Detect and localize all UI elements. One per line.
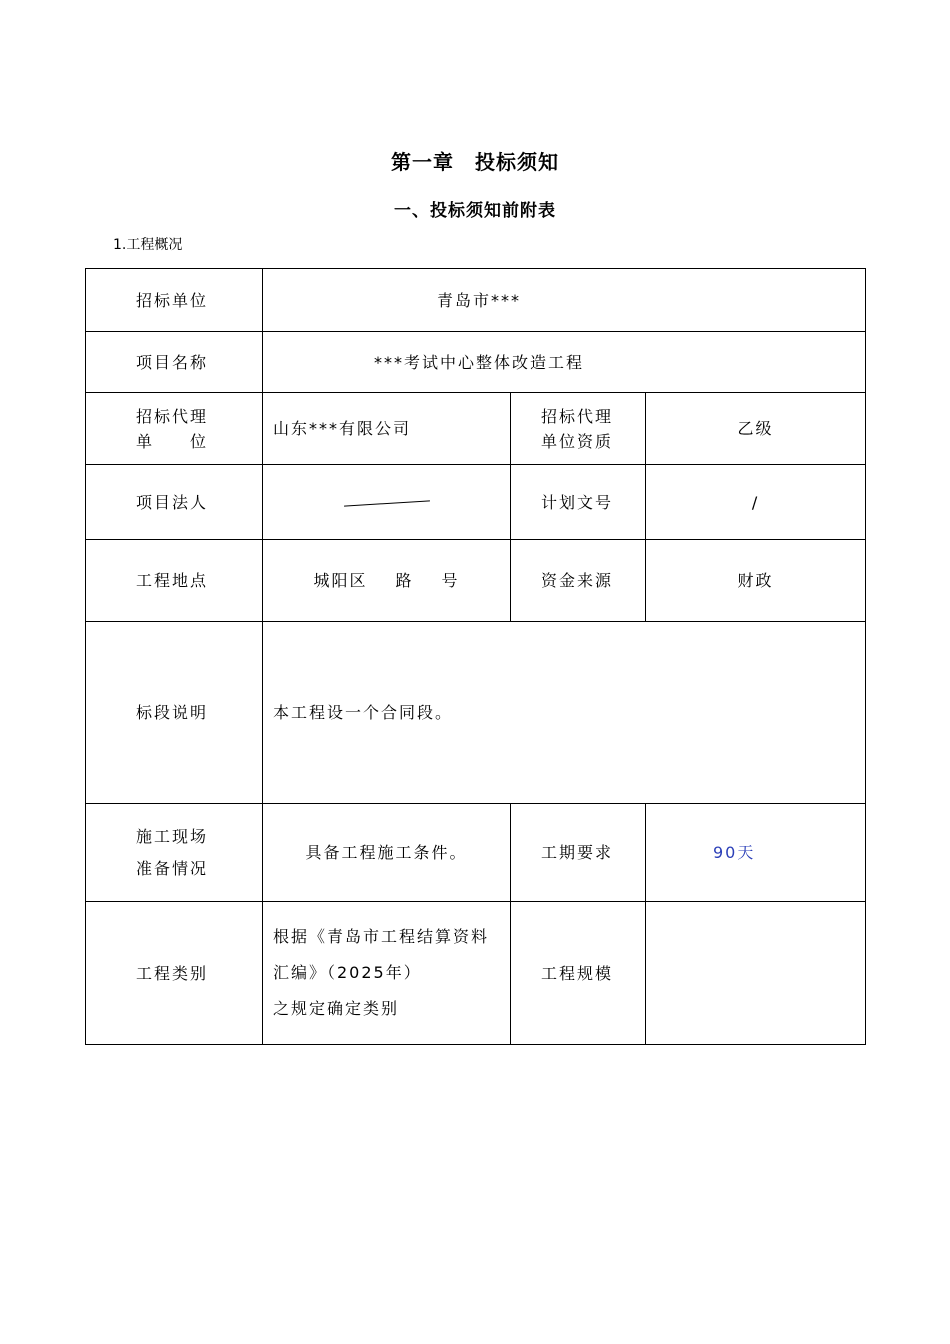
- label-site-preparation-line1: 施工现场: [136, 826, 209, 846]
- location-number: 号: [441, 571, 460, 590]
- blank-line: [344, 500, 430, 506]
- category-line2: 汇编》（2025年）: [273, 963, 422, 982]
- label-project-location: 工程地点: [86, 540, 263, 622]
- table-row: [86, 540, 866, 622]
- category-line3: 之规定确定类别: [273, 999, 400, 1018]
- label-site-preparation-line2: 准备情况: [136, 858, 209, 878]
- value-project-scale: [646, 902, 866, 1045]
- value-tender-unit: 青岛市***: [263, 269, 866, 332]
- location-district: 城阳区: [313, 571, 368, 590]
- table-row: [86, 902, 866, 1045]
- label-agent-qualification-line2: 单位资质: [541, 431, 614, 451]
- value-duration-requirement: 90天: [646, 804, 866, 902]
- value-agent-qualification: 乙级: [646, 393, 866, 465]
- location-road: 路: [395, 571, 414, 590]
- table-row: [86, 804, 866, 902]
- label-plan-document-no: 计划文号: [511, 465, 646, 540]
- section-title: 一、投标须知前附表: [394, 201, 556, 221]
- label-duration-requirement: 工期要求: [511, 804, 646, 902]
- table-row: [86, 622, 866, 804]
- value-plan-document-no: /: [646, 465, 866, 540]
- label-agent-unit: [86, 393, 263, 465]
- label-project-scale: 工程规模: [511, 902, 646, 1045]
- label-agent-qualification: [511, 393, 646, 465]
- label-site-preparation: [86, 804, 263, 902]
- table-row: [86, 465, 866, 540]
- chapter-title: 第一章 投标须知: [391, 150, 559, 174]
- value-site-preparation: 具备工程施工条件。: [263, 804, 511, 902]
- value-project-location: [263, 540, 511, 622]
- label-legal-person: 项目法人: [86, 465, 263, 540]
- label-funding-source: 资金来源: [511, 540, 646, 622]
- label-project-name: 项目名称: [86, 332, 263, 393]
- value-legal-person: [263, 465, 511, 540]
- value-funding-source: 财政: [646, 540, 866, 622]
- value-project-category: [263, 902, 511, 1045]
- value-section-description: 本工程设一个合同段。: [263, 622, 866, 804]
- value-project-name: ***考试中心整体改造工程: [263, 332, 866, 393]
- value-agent-unit: 山东***有限公司: [263, 393, 511, 465]
- label-agent-unit-line2: 单 位: [136, 431, 209, 451]
- table-row: [86, 269, 866, 332]
- label-agent-unit-line1: 招标代理: [136, 406, 209, 426]
- label-section-description: 标段说明: [86, 622, 263, 804]
- label-agent-qualification-line1: 招标代理: [541, 406, 614, 426]
- project-info-table: [85, 268, 866, 1045]
- subsection-label: 1.工程概况: [113, 237, 183, 253]
- label-project-category: 工程类别: [86, 902, 263, 1045]
- label-tender-unit: 招标单位: [86, 269, 263, 332]
- category-line1: 根据《青岛市工程结算资料: [273, 927, 490, 946]
- table-row: [86, 393, 866, 465]
- table-row: [86, 332, 866, 393]
